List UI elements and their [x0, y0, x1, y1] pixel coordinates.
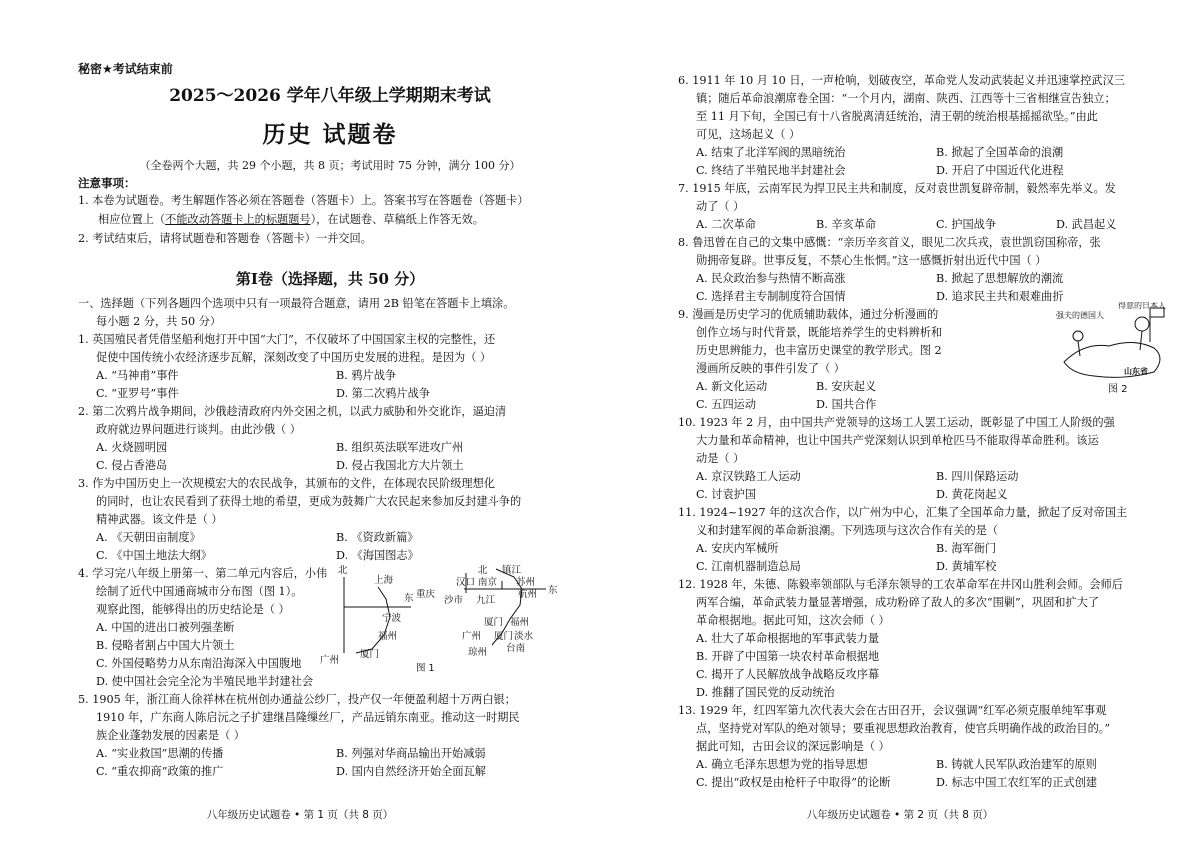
map-label-jiujiang: 九江: [476, 595, 496, 606]
notice-1-text-b: ），在试题卷、草稿纸上作答无效。: [310, 213, 484, 226]
q7-stem-2: 动了（ ）: [696, 200, 745, 213]
q9-option-a[interactable]: A. 新文化运动: [696, 380, 768, 393]
map-label-shanghai: 上海: [374, 575, 394, 586]
q6-option-c[interactable]: C. 终结了半殖民地半封建社会: [696, 164, 846, 177]
q5-stem-3: 族企业蓬勃发展的因素是（ ）: [96, 729, 245, 742]
q13-option-a[interactable]: A. 确立毛泽东思想为党的指导思想: [696, 758, 868, 771]
map-label-chongqing: 重庆: [416, 589, 436, 600]
page-2-footer: 八年级历史试题卷 • 第 2 页（共 8 页）: [806, 809, 994, 821]
map-label-ningbo: 宁波: [382, 613, 402, 624]
notice-list: [78, 191, 582, 248]
q10-option-d[interactable]: D. 黄花岗起义: [936, 488, 1008, 501]
map-label-north: 北: [338, 565, 348, 576]
q10-options: [678, 468, 1172, 504]
q9-option-b[interactable]: B. 安庆起义: [816, 380, 877, 393]
q12-option-c[interactable]: C. 揭开了人民解放战争战略反攻序幕: [696, 668, 880, 681]
q12-stem-3: 革命根据地。据此可知，这次会师（ ）: [696, 614, 890, 627]
q6-stem-3: 至 11 月下旬，全国已有十八省脱离清廷统治，清王朝的统治根基摇摇欲坠。”由此: [696, 110, 1098, 123]
cartoon-figure-2: [1054, 302, 1174, 394]
cartoon-label-german: 强夫的德国人: [1056, 311, 1104, 320]
section-1-instructions: [78, 295, 582, 331]
q6-stem-4: 可见，这场起义（ ）: [696, 128, 801, 141]
q7-stem-1: 7. 1915 年底，云南军民为捍卫民主共和制度，反对袁世凯复辟帝制，毅然率先举义。发: [678, 182, 1116, 195]
map-label-nanjing: 南京: [478, 577, 498, 588]
question-10: [678, 414, 1172, 504]
q13-stem-3: 据此可知，古田会议的深远影响是（ ）: [696, 740, 890, 753]
q9-stem-3: 历史思辨能力，也丰富历史课堂的教学形式。图 2: [696, 344, 942, 357]
q8-option-d[interactable]: D. 追求民主共和艰难曲折: [936, 290, 1064, 303]
map-label-xiamen-3: 厦门: [494, 631, 514, 642]
q6-option-d[interactable]: D. 开启了中国近代化进程: [936, 164, 1064, 177]
question-5: [78, 691, 582, 781]
q3-stem-2: 的同时，也让农民看到了获得土地的希望，更成为鼓舞广大农民起来参加反封建斗争的: [96, 495, 522, 508]
question-6: [678, 72, 1172, 180]
q5-stem-2: 1910 年，广东商人陈启沅之子扩建继昌隆缫丝厂，产品远销东南亚。推动这一时期民: [96, 711, 520, 724]
q6-stem-1: 6. 1911 年 10 月 10 日，一声枪响，划破夜空，革命党人发动武装起义并迅速掌控武汉三: [678, 74, 1125, 87]
map-label-hangzhou: 杭州: [518, 589, 538, 600]
q4-option-c[interactable]: C. 外国侵略势力从东南沿海深入中国腹地: [96, 657, 302, 670]
q2-option-d[interactable]: D. 侵占我国北方大片领土: [336, 459, 464, 472]
q12-option-a[interactable]: A. 壮大了革命根据地的军事武装力量: [696, 632, 880, 645]
q5-option-c[interactable]: C. “重农抑商”政策的推广: [96, 765, 224, 778]
map-label-fuzhou: 福州: [378, 631, 398, 642]
q9-stem-4: 漫画所反映的事件引发了（ ）: [696, 362, 845, 375]
notice-heading: 注意事项：: [78, 176, 136, 190]
map-label-east-2: 东: [548, 585, 558, 596]
map-label-north-2: 北: [478, 565, 488, 576]
q10-stem-2: 大力量和革命精神，也让中国共产党深刻认识到单枪匹马不能取得革命胜利。该运: [696, 434, 1099, 447]
q4-option-b[interactable]: B. 侵略者割占中国大片领土: [96, 639, 235, 652]
question-12: [678, 576, 1172, 702]
secret-mark: 秘密★考试结束前: [78, 62, 173, 76]
q8-option-a[interactable]: A. 民众政治参与热情不断高涨: [696, 272, 846, 285]
question-8: [678, 234, 1172, 306]
notice-item-2: 2. 考试结束后，请将试题卷和答题卷（答题卡）一并交回。: [78, 232, 372, 245]
map-label-xiamen: 厦门: [360, 649, 380, 660]
q8-option-b[interactable]: B. 掀起了思想解放的潮流: [936, 272, 1064, 285]
q1-option-b[interactable]: B. 鸦片战争: [336, 369, 397, 382]
q5-stem-1: 5. 1905 年，浙江商人徐祥林在杭州创办通益公纱厂，投产仅一年便盈利超十万两白银；: [78, 693, 516, 706]
q4-stem-3: 观察此图，能够得出的历史结论是（ ）: [96, 603, 290, 616]
q9-option-d[interactable]: D. 国共合作: [816, 398, 877, 411]
q10-option-b[interactable]: B. 四川保路运动: [936, 470, 1019, 483]
q8-options: [678, 270, 1172, 306]
trade-ports-map-figure-1: [316, 559, 566, 677]
map-label-danshui: 淡水: [514, 631, 534, 642]
q5-options: [78, 745, 582, 781]
q1-option-a[interactable]: A. “马神甫”事件: [96, 369, 179, 382]
page-1-footer: 八年级历史试题卷 • 第 1 页（共 8 页）: [206, 809, 394, 821]
map-label-fuzhou-2: 福州: [510, 617, 530, 628]
q11-stem-1: 11. 1924~1927 年的这次合作，以广州为中心，汇集了全国革命力量，掀起了反对帝国主: [678, 506, 1128, 519]
q12-options: [678, 630, 1172, 702]
q10-option-a[interactable]: A. 京汉铁路工人运动: [696, 470, 801, 483]
q3-stem-3: 精神武器。该文件是（ ）: [96, 513, 223, 526]
map-label-xiamen-2: 厦门: [484, 617, 504, 628]
map-label-east: 东: [404, 593, 414, 604]
notice-1-text-a: 相应位置上（: [98, 213, 166, 226]
map-label-qiongzhou: 琼州: [468, 647, 488, 658]
q7-option-d[interactable]: D. 武昌起义: [1056, 218, 1117, 231]
map-label-tainan: 台南: [506, 643, 526, 654]
map-label-hankou: 汉口: [456, 577, 476, 588]
map-label-guangzhou: 广州: [320, 655, 340, 666]
question-2: [78, 403, 582, 475]
subject-title: 历史 试题卷: [262, 122, 398, 148]
q8-stem-2: 勋拥帝复辟。世事反复，不禁心生怅惘。”这一感慨折射出近代中国（ ）: [696, 254, 1047, 267]
question-1: [78, 331, 582, 403]
q4-option-d[interactable]: D. 使中国社会完全沦为半殖民地半封建社会: [96, 675, 314, 688]
q6-option-b[interactable]: B. 掀起了全国革命的浪潮: [936, 146, 1064, 159]
question-9: [678, 302, 1172, 414]
q11-option-c[interactable]: C. 江南机器制造总局: [696, 560, 801, 573]
q10-stem-1: 10. 1923 年 2 月，由中国共产党领导的这场工人罢工运动，既彰显了中国工人阶级的强: [678, 416, 1115, 429]
q2-option-b[interactable]: B. 组织英法联军进攻广州: [336, 441, 464, 454]
map-label-suzhou: 苏州: [516, 577, 536, 588]
q11-option-d[interactable]: D. 黄埔军校: [936, 560, 997, 573]
q2-stem-2: 政府就边界问题进行谈判。由此沙俄（ ）: [96, 423, 301, 436]
question-4: [78, 565, 582, 691]
q9-stem-2: 创作立场与时代背景，既能培养学生的史料辨析和: [696, 326, 943, 339]
q7-options: [678, 216, 1172, 234]
question-13: [678, 702, 1172, 792]
q1-stem-1: 1. 英国殖民者凭借坚船利炮打开中国“大门”，不仅破坏了中国国家主权的完整性，还: [78, 333, 496, 346]
q2-option-a[interactable]: A. 火烧圆明园: [96, 441, 168, 454]
q3-option-a[interactable]: A. 《天朝田亩制度》: [96, 531, 201, 544]
q11-option-b[interactable]: B. 海军衙门: [936, 542, 997, 555]
q12-stem-1: 12. 1928 年，朱德、陈毅率领部队与毛泽东领导的工农革命军在井冈山胜利会师。会师后: [678, 578, 1123, 591]
q11-option-a[interactable]: A. 安庆内军械所: [696, 542, 779, 555]
q5-option-a[interactable]: A. “实业救国”思潮的传播: [96, 747, 224, 760]
page-2: [600, 0, 1200, 848]
exam-title: 2025～2026 学年八年级上学期期末考试: [169, 86, 491, 106]
q2-stem-1: 2. 第二次鸦片战争期间，沙俄趁清政府内外交困之机，以武力威胁和外交讹诈，逼迫清: [78, 405, 507, 418]
q5-option-b[interactable]: B. 列强对华商品输出开始减弱: [336, 747, 486, 760]
q6-options: [678, 144, 1172, 180]
q3-option-b[interactable]: B. 《资政新篇》: [336, 531, 419, 544]
q8-option-c[interactable]: C. 选择君主专制制度符合国情: [696, 290, 846, 303]
q6-stem-2: 镇；随后革命浪潮席卷全国：“一个月内，湖南、陕西、江西等十三省相继宣告独立；: [696, 92, 1116, 105]
notice-1-line-2: [78, 210, 582, 229]
q4-stem-2: 绘制了近代中国通商城市分布图（图 1）。: [96, 585, 303, 598]
notice-item-1: [78, 191, 582, 229]
q7-option-b[interactable]: B. 辛亥革命: [816, 218, 877, 231]
q2-option-c[interactable]: C. 侵占香港岛: [96, 459, 168, 472]
q12-option-d[interactable]: D. 推翻了国民党的反动统治: [696, 686, 835, 699]
q1-stem-2: 促使中国传统小农经济逐步瓦解，深刻改变了中国历史发展的进程。是因为（ ）: [96, 351, 492, 364]
cartoon-label-shandong: 山东省: [1124, 367, 1148, 376]
q4-stem-1: 4. 学习完八年级上册第一、第二单元内容后，小伟: [78, 567, 328, 580]
map-label-shashi: 沙市: [444, 595, 464, 606]
q3-stem-1: 3. 作为中国历史上一次规模宏大的农民战争，其颁布的文件，在体现农民阶级理想化: [78, 477, 495, 490]
map-label-guangzhou-2: 广州: [462, 631, 482, 642]
q3-option-d[interactable]: D. 《海国图志》: [336, 549, 419, 562]
q6-option-a[interactable]: A. 结束了北洋军阀的黑暗统治: [696, 146, 846, 159]
q10-option-c[interactable]: C. 讨袁护国: [696, 488, 757, 501]
q8-stem-1: 8. 鲁迅曾在自己的文集中感慨：“亲历辛亥首义，眼见二次兵戎，袁世凯窃国称帝，张: [678, 236, 1101, 249]
q9-stem-1: 9. 漫画是历史学习的优质辅助载体，通过分析漫画的: [678, 308, 939, 321]
q1-option-d[interactable]: D. 第二次鸦片战争: [336, 387, 430, 400]
q13-options: [678, 756, 1172, 792]
exam-info: （全卷两个大题，共 29 个小题，共 8 页；考试用时 75 分钟，满分 100 分）: [139, 159, 521, 172]
notice-1-line-1: 1. 本卷为试题卷。考生解题作答必须在答题卷（答题卡）上。答案书写在答题卷（答题卡）: [78, 194, 529, 207]
section-1-line-2: 每小题 2 分，共 50 分）: [96, 315, 222, 328]
q1-option-c[interactable]: C. “亚罗号”事件: [96, 387, 179, 400]
q10-stem-3: 动是（ ）: [696, 452, 745, 465]
q5-option-d[interactable]: D. 国内自然经济开始全面瓦解: [336, 765, 486, 778]
q13-stem-2: 点，坚持党对军队的绝对领导；要重视思想政治教育，使官兵明确作战的政治目的。”: [696, 722, 1111, 735]
question-7: [678, 180, 1172, 234]
q4-option-a[interactable]: A. 中国的进出口被列强垄断: [96, 621, 235, 634]
question-11: [678, 504, 1172, 576]
question-3: [78, 475, 582, 565]
cartoon-label-japanese: 得意的日本人: [1118, 302, 1166, 310]
figure-1-label: 图 1: [416, 663, 435, 674]
q2-options: [78, 439, 582, 475]
q3-option-c[interactable]: C. 《中国土地法大纲》: [96, 549, 212, 562]
q13-option-c[interactable]: C. 提出“政权是由枪杆子中取得”的论断: [696, 776, 891, 789]
q13-option-d[interactable]: D. 标志中国工农红军的正式创建: [936, 776, 1098, 789]
q1-options: [78, 367, 582, 403]
part-1-heading: 第Ⅰ卷（选择题，共 50 分）: [235, 270, 425, 288]
notice-1-underlined: 不能改动答题卡上的标题题号: [165, 213, 311, 226]
q12-stem-2: 两军合编，革命武装力量显著增强，成功粉碎了敌人的多次“围剿”，巩固和扩大了: [696, 596, 1100, 609]
q7-option-a[interactable]: A. 二次革命: [696, 218, 756, 231]
q11-options: [678, 540, 1172, 576]
q13-option-b[interactable]: B. 铸就人民军队政治建军的原则: [936, 758, 1097, 771]
figure-2-label: 图 2: [1108, 384, 1128, 394]
q9-option-c[interactable]: C. 五四运动: [696, 398, 757, 411]
q12-option-b[interactable]: B. 开辟了中国第一块农村革命根据地: [696, 650, 880, 663]
q13-stem-1: 13. 1929 年，红四军第九次代表大会在古田召开，会议强调“红军必须克服单纯军事观: [678, 704, 1107, 717]
map-label-zhenjiang: 镇江: [502, 565, 522, 576]
q7-option-c[interactable]: C. 护国战争: [936, 218, 997, 231]
section-1-line-1: 一、选择题（下列各题四个选项中只有一项最符合题意，请用 2B 铅笔在答题卡上填涂。: [78, 297, 515, 310]
q11-stem-2: 义和封建军阀的革命新浪潮。下列选项与这次合作有关的是（: [696, 524, 999, 537]
